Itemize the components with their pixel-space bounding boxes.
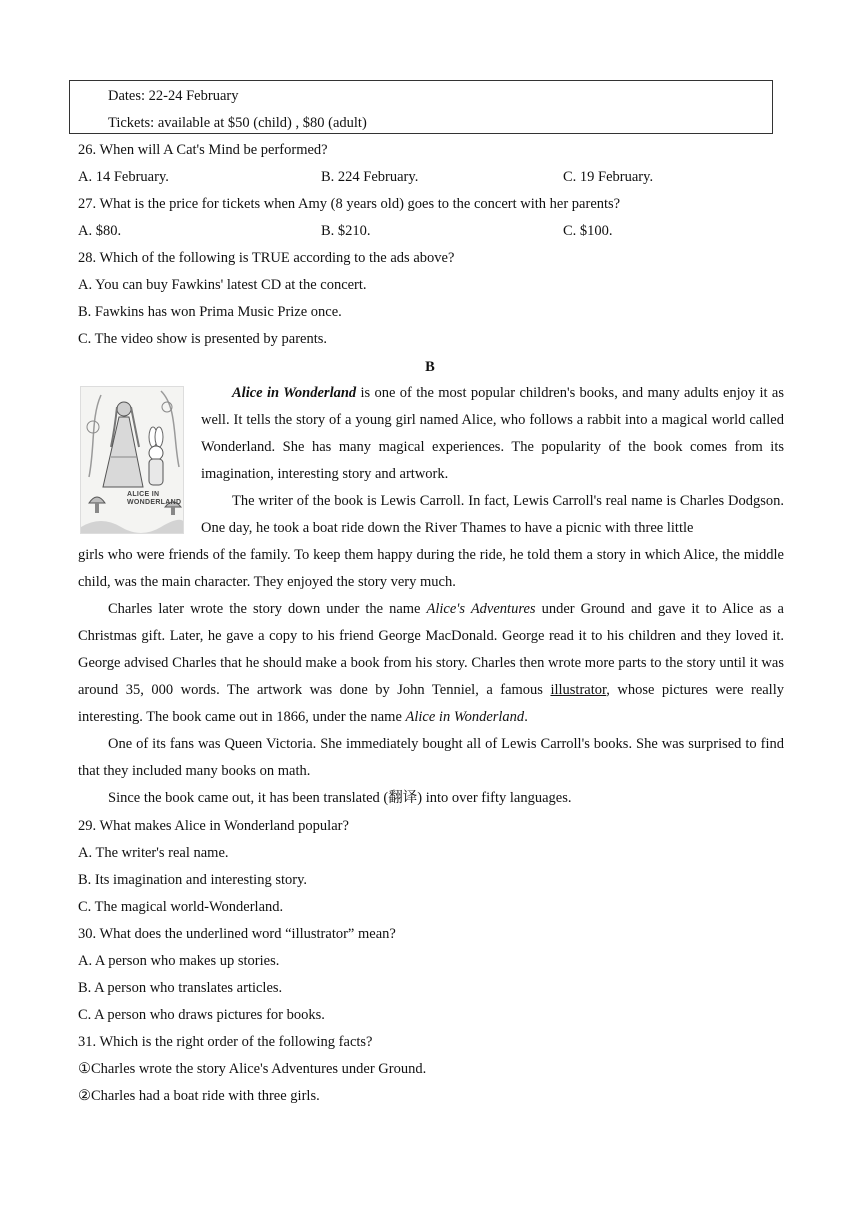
q31-fact-1: ①Charles wrote the story Alice's Adventures under Ground.: [78, 1061, 427, 1077]
q28-option-c: C. The video show is presented by parents.: [78, 331, 328, 347]
q28-option-a: A. You can buy Fawkins' latest CD at the concert.: [78, 277, 367, 293]
q29-option-c: C. The magical world-Wonderland.: [78, 899, 284, 915]
book-cover-image: [80, 386, 184, 534]
passage-paragraph-5: Since the book came out, it has been translated (翻译) into over fifty languages.: [108, 790, 572, 806]
section-b-heading: B: [425, 359, 435, 375]
ad-box: [69, 80, 773, 134]
ad-tickets: Tickets: available at $50 (child) , $80 (adult): [108, 115, 367, 131]
p3-text-a: Charles later wrote the story down under the name: [108, 601, 427, 617]
p3-text-b: under Ground and gave it to Alice as a Christmas gift. Later, he gave a copy to his friend George MacDonald. George read it to his children and they loved it. George advised Charles that he should make a book from his story. Charles then wrote more parts to the story until it was around 35, 000 words. The artwork was done by John Tenniel, a famous: [78, 601, 784, 698]
question-26: 26. When will A Cat's Mind be performed?: [78, 142, 328, 158]
q27-option-b: B. $210.: [321, 223, 371, 239]
question-30: 30. What does the underlined word “illustrator” mean?: [78, 926, 396, 942]
question-29: 29. What makes Alice in Wonderland popular?: [78, 818, 349, 834]
q28-option-b: B. Fawkins has won Prima Music Prize once.: [78, 304, 342, 320]
q27-option-c: C. $100.: [563, 223, 613, 239]
p3-text-c: , whose pictures were really interesting. The book came out in 1866, under the name: [78, 682, 784, 725]
underlined-word-illustrator: illustrator: [550, 682, 607, 698]
q26-option-b: B. 224 February.: [321, 169, 419, 185]
passage-paragraph-4: One of its fans was Queen Victoria. She immediately bought all of Lewis Carroll's books. She was surprised to find that they included many books on math.: [78, 736, 784, 779]
book-cover-caption: ALICE IN WONDERLAND: [127, 491, 182, 506]
ad-dates: Dates: 22-24 February: [108, 88, 239, 104]
q31-fact-2: ②Charles had a boat ride with three girls.: [78, 1088, 320, 1104]
p3-text-d: .: [524, 709, 528, 725]
question-28: 28. Which of the following is TRUE according to the ads above?: [78, 250, 455, 266]
q30-option-b: B. A person who translates articles.: [78, 980, 283, 996]
passage-paragraph-2-start: The writer of the book is Lewis Carroll. In fact, Lewis Carroll's real name is Charles Dodgson. One day, he took a boat ride down the River Thames to have a picnic with three little: [201, 493, 784, 536]
passage-paragraph-1: [201, 380, 784, 488]
q26-option-c: C. 19 February.: [563, 169, 654, 185]
question-31: 31. Which is the right order of the following facts?: [78, 1034, 373, 1050]
q30-option-a: A. A person who makes up stories.: [78, 953, 280, 969]
book-title: Alice in Wonderland: [232, 385, 357, 401]
passage-paragraph-3: [78, 596, 784, 731]
passage-wrap-block: [201, 380, 784, 542]
question-27: 27. What is the price for tickets when Amy (8 years old) goes to the concert with her parents?: [78, 196, 621, 212]
q26-option-a: A. 14 February.: [78, 169, 169, 185]
q29-option-b: B. Its imagination and interesting story.: [78, 872, 308, 888]
passage-paragraph-2-rest: girls who were friends of the family. To keep them happy during the ride, he told them a story in which Alice, the middle child, was the main character. They enjoyed the story very much.: [78, 547, 784, 590]
p3-italic-title-1: Alice's Adventures: [426, 601, 536, 617]
paragraph-1-text: is one of the most popular children's books, and many adults enjoy it as well. It tells the story of a young girl named Alice, who follows a rabbit into a magical world called Wonderland. She has many magical experiences. The popularity of the book comes from its imagination, interesting story and artwork.: [201, 385, 785, 482]
q27-option-a: A. $80.: [78, 223, 122, 239]
q30-option-c: C. A person who draws pictures for books.: [78, 1007, 325, 1023]
p3-italic-title-2: Alice in Wonderland: [405, 709, 525, 725]
passage-main-block: [78, 542, 784, 812]
q29-option-a: A. The writer's real name.: [78, 845, 229, 861]
